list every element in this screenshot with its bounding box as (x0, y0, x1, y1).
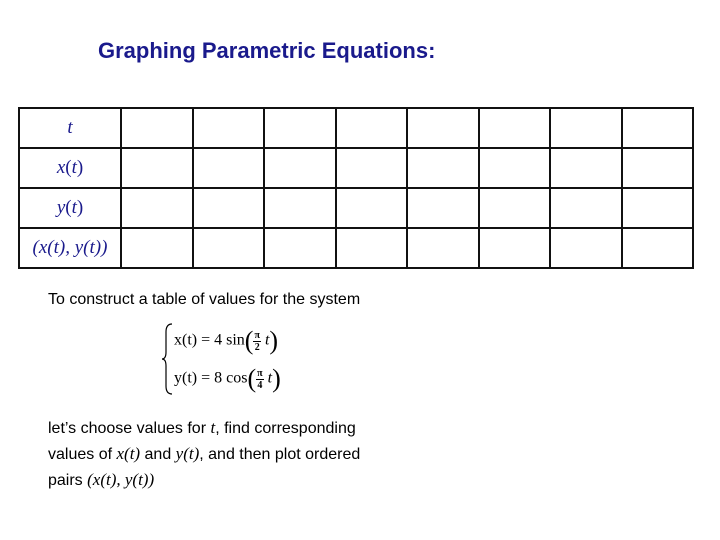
explanation-line-1: let’s choose values for t, find corresponding (48, 418, 356, 437)
x-equation: x(t) = 4 sin( $\frac{\pi}{2}$ t) (174, 326, 279, 355)
table-cell[interactable] (336, 108, 408, 148)
table-cell[interactable] (121, 148, 193, 188)
table-cell[interactable] (550, 108, 622, 148)
page-title: Graphing Parametric Equations: (98, 38, 436, 63)
table-cell[interactable] (550, 148, 622, 188)
table-cell[interactable] (622, 228, 694, 268)
explanation-line-3: pairs (x(t), y(t)) (48, 470, 155, 489)
table-cell[interactable] (193, 148, 265, 188)
table-cell[interactable] (264, 228, 336, 268)
table-cell[interactable] (121, 108, 193, 148)
table-cell[interactable] (193, 228, 265, 268)
table-cell[interactable] (121, 228, 193, 268)
table-cell[interactable] (479, 148, 551, 188)
table-cell[interactable] (193, 188, 265, 228)
y-equation: y(t) = 8 cos( $\frac{\pi}{4}$ t) (174, 364, 281, 393)
table-cell[interactable] (193, 108, 265, 148)
table-cell[interactable] (479, 228, 551, 268)
table-cell[interactable] (550, 188, 622, 228)
table-cell[interactable] (407, 188, 479, 228)
explanation-line-2: values of x(t) and y(t), and then plot ordered (48, 444, 361, 463)
x-fraction: $\frac{\pi}{2}$ (254, 329, 260, 353)
row-label-t: t (19, 108, 121, 148)
table-cell[interactable] (407, 148, 479, 188)
row-label-x: x(t) (19, 148, 121, 188)
y-fraction: $\frac{\pi}{4}$ (257, 367, 263, 391)
row-label-pair: (x(t), y(t)) (19, 228, 121, 268)
table-row-y (19, 188, 693, 228)
table-cell[interactable] (336, 148, 408, 188)
table-cell[interactable] (622, 108, 694, 148)
table-cell[interactable] (550, 228, 622, 268)
table-cell[interactable] (264, 148, 336, 188)
row-label-y: y(t) (19, 188, 121, 228)
table-cell[interactable] (407, 228, 479, 268)
table-row-pair (19, 228, 693, 268)
intro-text: To construct a table of values for the system (48, 291, 361, 308)
table-cell[interactable] (479, 188, 551, 228)
left-brace-icon (160, 320, 174, 398)
table-row-t (19, 108, 693, 148)
table-row-x (19, 148, 693, 188)
table-cell[interactable] (622, 148, 694, 188)
table-cell[interactable] (407, 108, 479, 148)
table-cell[interactable] (336, 228, 408, 268)
table-cell[interactable] (336, 188, 408, 228)
table-cell[interactable] (479, 108, 551, 148)
table-cell[interactable] (264, 188, 336, 228)
table-cell[interactable] (622, 188, 694, 228)
table-cell[interactable] (121, 188, 193, 228)
parametric-system (160, 320, 310, 398)
table-cell[interactable] (264, 108, 336, 148)
table-of-values (18, 107, 694, 269)
